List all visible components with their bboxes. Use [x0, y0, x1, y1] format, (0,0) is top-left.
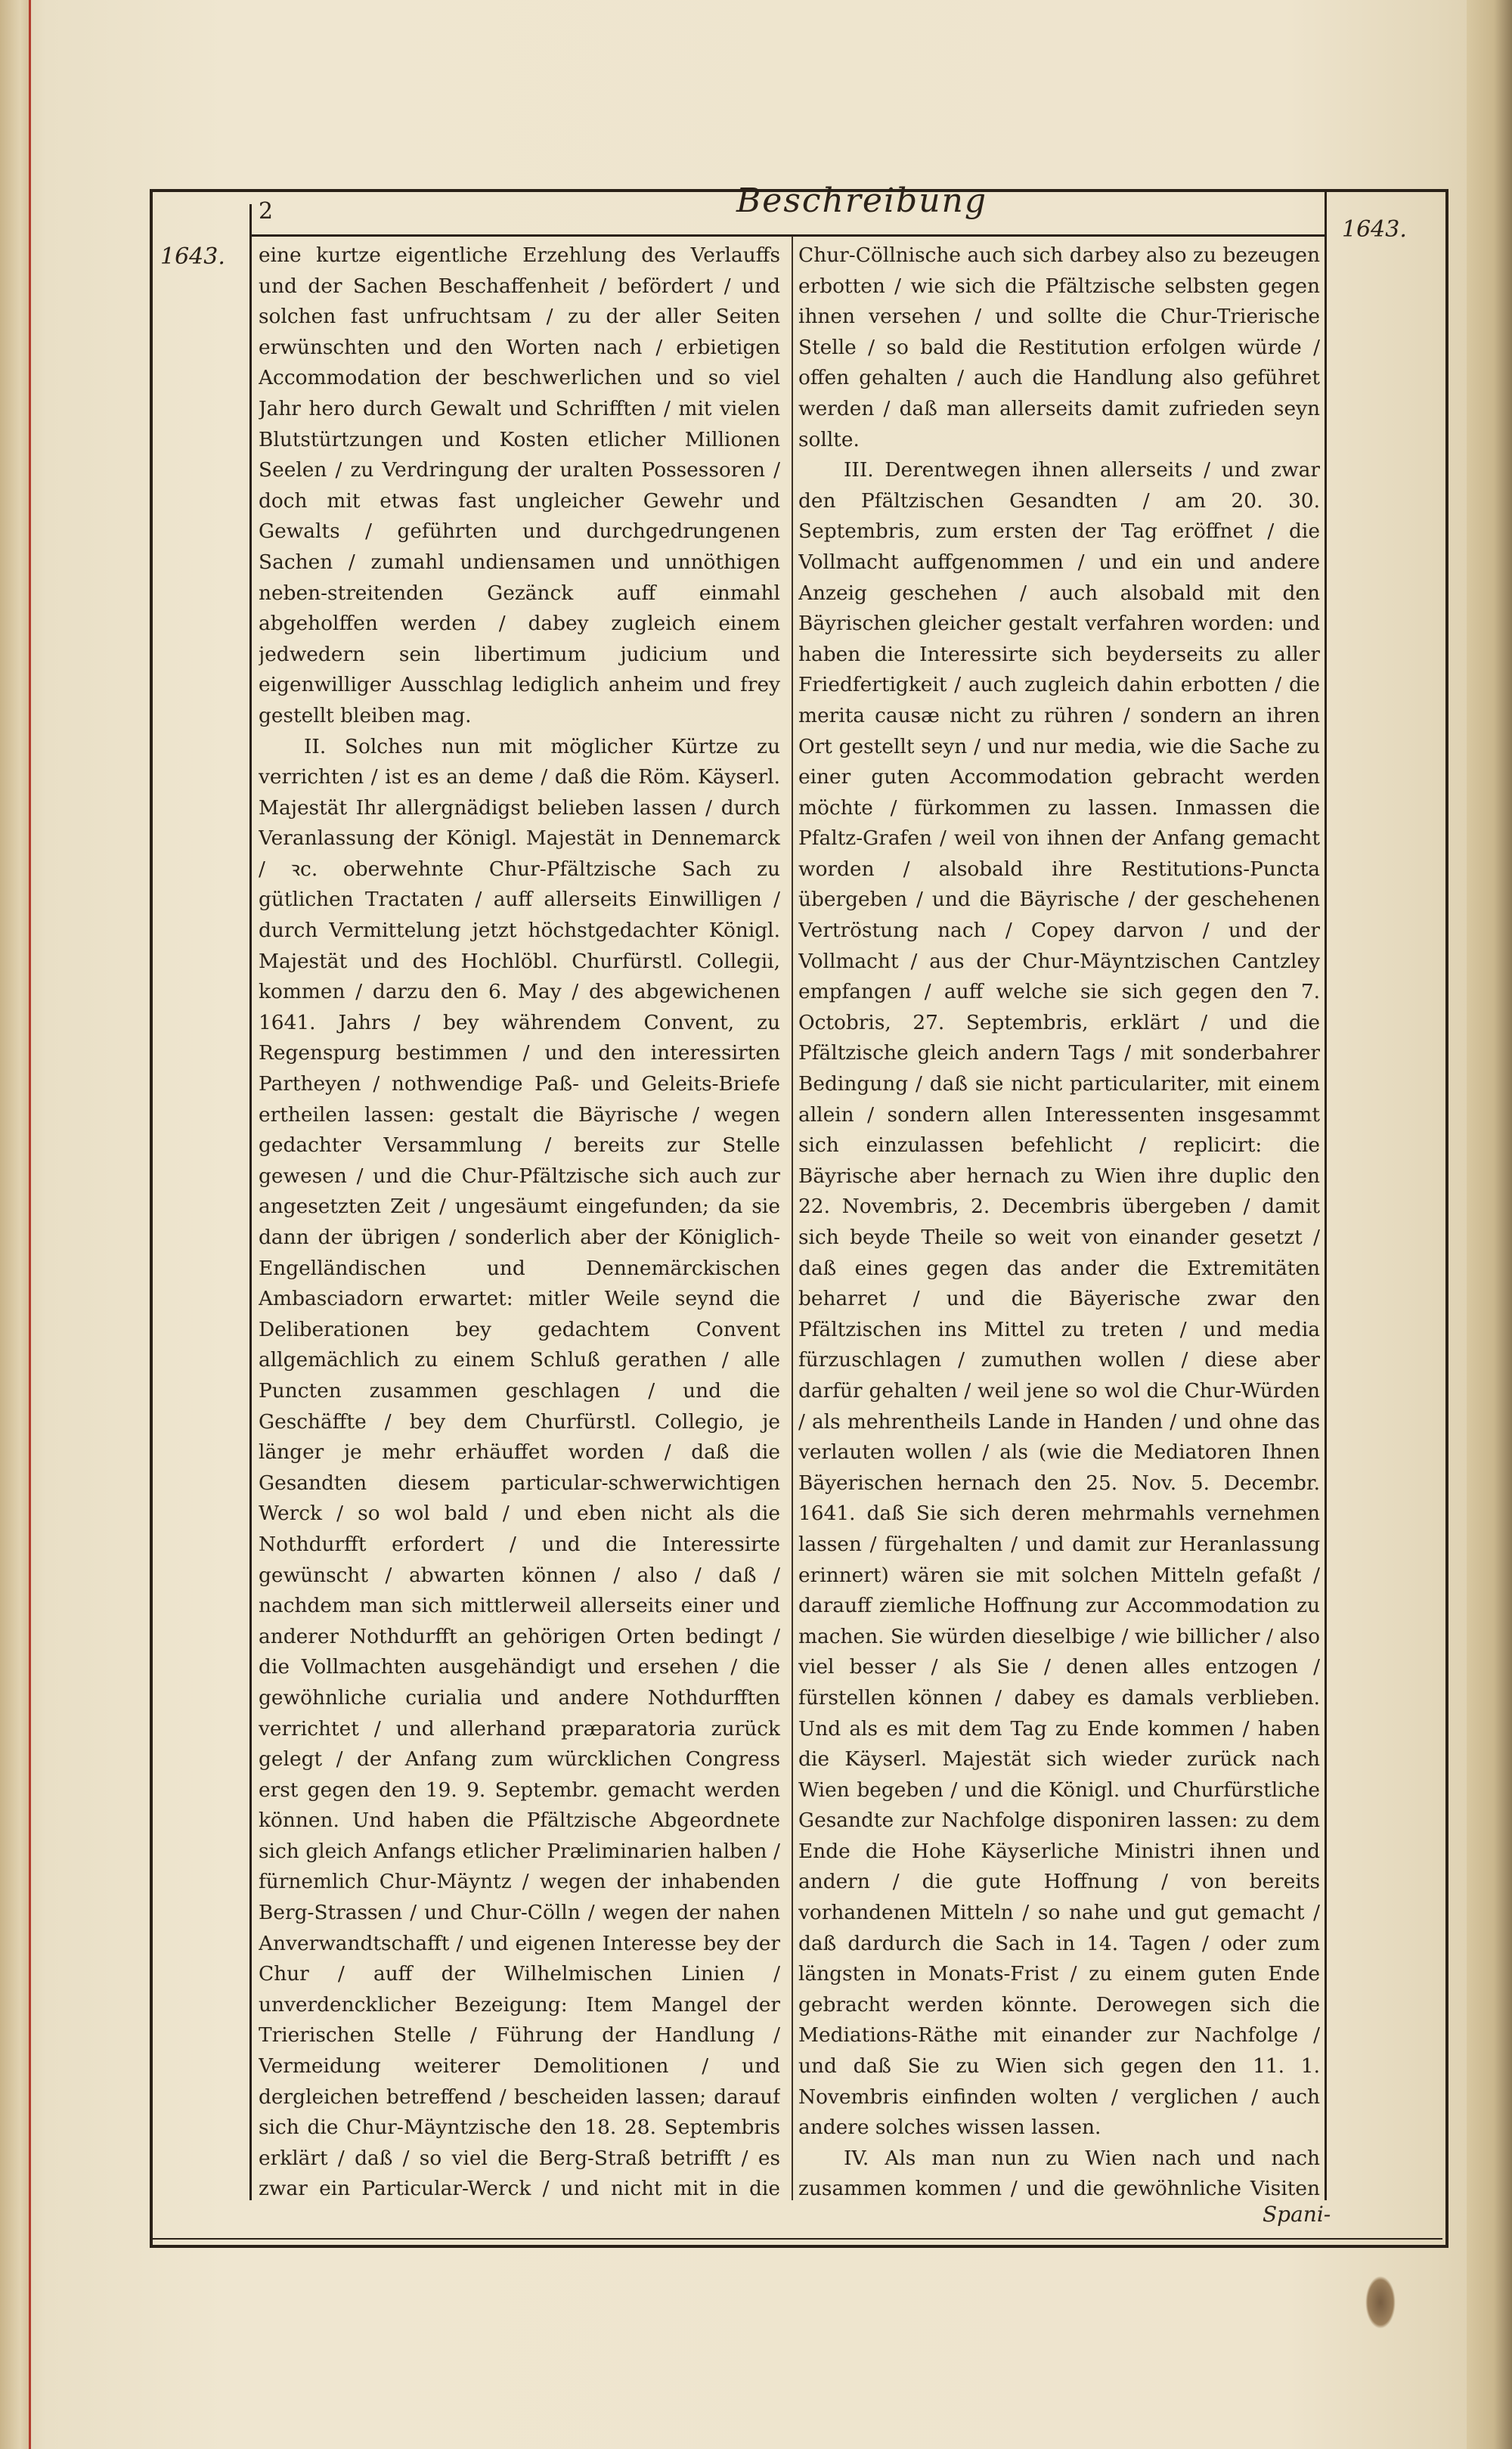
margin-rule-left [249, 204, 252, 2200]
binding-edge [0, 0, 31, 2449]
margin-year-left: 1643. [160, 243, 225, 270]
paragraph: III. Derentwegen ihnen allerseits / und zwar den Pfältzischen Gesandten / am 20. 30. Septembris, zum ersten der Tag eröffnet / die Vollmacht auffgenommen / und ein und andere Anzeig geschehen / auch alsobald mit den Bäyrischen gleicher gestalt verfahren worden: und haben die Interessirte sich beyderseits zu aller Friedfertigkeit / auch zugleich dahin erbotten / die merita causæ nicht zu rühren / sondern an ihren Ort gestellt seyn / und nur media, wie die Sache zu einer guten Accommodation gebracht werden möchte / fürkommen zu lassen. Inmassen die Pfaltz-Grafen / weil von ihnen der Anfang gemacht worden / alsobald ihre Restitutions-Puncta übergeben / und die Bäyrische / der geschehenen Vertröstung nach / Copey darvon / und der Vollmacht / aus der Chur-Mäyntzischen Cantzley empfangen / auff welche sie sich gegen den 7. Octobris, 27. Septembris, erklärt / und die Pfältzische gleich andern Tags / mit sonderbahrer Bedingung / daß sie nicht particulariter, mit einem allein / sondern allen Interessenten insgesammt sich einzulassen befehlicht / replicirt: die Bäyrische aber hernach zu Wien ihre duplic den 22. Novembris, 2. Decembris übergeben / damit sich beyde Theile so weit von einander gesetzt / daß eines gegen das ander die Extremitäten beharret / und die Bäyerische zwar den Pfältzischen ins Mittel zu treten / und media fürzuschlagen / zumuthen wollen / diese aber darfür gehalten / weil jene so wol die Chur-Würden / als mehrentheils Lande in Handen / und ohne das verlauten wollen / als (wie die Mediatoren Ihnen Bäyerischen hernach den 25. Nov. 5. Decembr. 1641. daß Sie sich deren mehrmahls vernehmen lassen / fürgehalten / und damit zur Heranlassung erinnert) wären sie mit solchen Mitteln gefaßt / darauff ziemliche Hoffnung zur Accommodation zu machen. Sie würden dieselbige / wie billicher / also viel besser / als Sie / denen alles entzogen / fürstellen können / dabey es damals verblieben. Und als es mit dem Tag zu Ende kommen / haben die Käyserl. Majestät sich wieder zurück nach Wien begeben / und die Königl. und Churfürstliche Gesandte zur Nachfolge disponiren lassen: zu dem Ende die Hohe Käyserliche Ministri ihnen und andern / die gute Hoffnung / von bereits vorhandenen Mitteln / so nahe und gut gemacht / daß dardurch die Sach in 14. Tagen / oder zum längsten in Monats-Frist / zu einem guten Ende gebracht werden könnte. Derowegen sich die Mediations-Räthe mit einander zur Nachfolge / und daß Sie zu Wien sich gegen den 11. 1. Novembris einfinden wolten / verglichen / auch andere solches wissen lassen. [798, 458, 1320, 2140]
page-number: 2 [259, 198, 274, 225]
catchword: Spani- [1263, 2202, 1331, 2227]
header-rule [249, 234, 1326, 237]
paper-stain [1365, 2276, 1396, 2329]
paragraph: eine kurtze eigentliche Erzehlung des Verlauffs und der Sachen Beschaffenheit / befördert / und solchen fast unfruchtsam / zu der aller Seiten erwünschten und den Worten nach / erbietigen Accommodation der beschwerlichen und so viel Jahr hero durch Gewalt und Schrifften / mit vielen Blutstürtzungen und Kosten etlicher Millionen Seelen / zu Verdringung der uralten Possessoren / doch mit etwas fast ungleicher Gewehr und Gewalts / geführten und durchgedrungenen Sachen / zumahl undiensamen und unnöthigen neben-streitenden Gezänck auff einmahl abgeholffen werden / dabey zugleich einem jedwedern sein libertimum judicium und eigenwilliger Ausschlag lediglich anheim und frey gestellt bleiben mag. [259, 243, 780, 727]
running-title: Beschreibung [736, 181, 988, 220]
paragraph: II. Solches nun mit möglicher Kürtze zu verrichten / ist es an deme / daß die Röm. Käyserl. Majestät Ihr allergnädigst belieben lassen / durch Veranlassung der Königl. Majestät in Dennemarck / ꝛc. oberwehnte Chur-Pfältzische Sach zu gütlichen Tractaten / auff allerseits Einwilligen / durch Vermittelung jetzt höchstgedachter Königl. Majestät und des Hochlöbl. Churfürstl. Collegii, kommen / darzu den 6. May / des abgewichenen 1641. Jahrs / bey währendem Convent, zu Regenspurg bestimmen / und den interessirten Partheyen / nothwendige Paß- und Geleits-Briefe ertheilen lassen: gestalt die Bäyrische / wegen gedachter Versammlung / bereits zur Stelle gewesen / und die Chur-Pfältzische sich auch zur angesetzten Zeit / ungesäumt eingefunden; da sie dann der übrigen / sonderlich aber der Königlich-Engelländischen und Dennemärckischen Ambasciadorn erwartet: mitler Weile seynd die Deliberationen bey gedachtem Convent allgemächlich zu einem Schluß gerathen / alle Puncten zusammen geschlagen / und die Geschäffte / bey dem Churfürstl. Collegio, je länger je mehr erhäuffet worden / daß die Gesandten diesem particular-schwerwichtigen Werck / so wol bald / und eben nicht als die Nothdurfft erfordert / und die Interessirte gewünscht / abwarten können / also / daß / nachdem man sich mittlerweil allerseits einer und anderer Nothdurfft an gehörigen Orten bedingt / die Vollmachten ausgehändigt und ersehen / die gewöhnliche curialia und andere Nothdurfften verrichtet / und allerhand præparatoria zurück gelegt / der Anfang zum würcklichen Congress erst gegen den 19. 9. Septembr. gemacht werden können. Und haben die Pfältzische Abgeordnete sich gleich Anfangs etlicher Præliminarien halben / fürnemlich Chur-Mäyntz / wegen der inhabenden Berg-Strassen / und Chur-Cölln / wegen der nahen Anverwandtschafft / und eigenen Interesse bey der Chur / auff der Wilhelmischen Linien / unverdencklicher Bezeigung: Item Mangel der Trierischen Stelle / Führung der Handlung / Vermeidung weiterer Demolitionen / und dergleichen betreffend / bescheiden lassen; darauf sich die Chur-Mäyntzische den 18. 28. Septembris erklärt / daß / so viel die Berg-Straß betrifft / es zwar ein Particular-Werck / und nicht mit in die [259, 734, 780, 2199]
page-edge [1467, 0, 1512, 2449]
text-column-left [259, 240, 780, 2199]
margin-rule-right [1325, 189, 1327, 2200]
margin-year-right: 1643. [1342, 216, 1407, 243]
paragraph: IV. Als man nun zu Wien nach und nach zusammen kommen / und die gewöhnliche Visiten [798, 2146, 1320, 2199]
paragraph: Chur-Cöllnische auch sich darbey also zu bezeugen erbotten / wie sich die Pfältzische selbsten gegen ihnen versehen / und sollte die Chur-Trierische Stelle / so bald die Restitution erfolgen würde / offen gehalten / auch die Handlung also geführet werden / daß man allerseits damit zufrieden seyn sollte. [798, 243, 1320, 451]
text-column-right [798, 240, 1320, 2199]
column-divider [792, 236, 793, 2200]
bottom-rule [153, 2238, 1442, 2240]
